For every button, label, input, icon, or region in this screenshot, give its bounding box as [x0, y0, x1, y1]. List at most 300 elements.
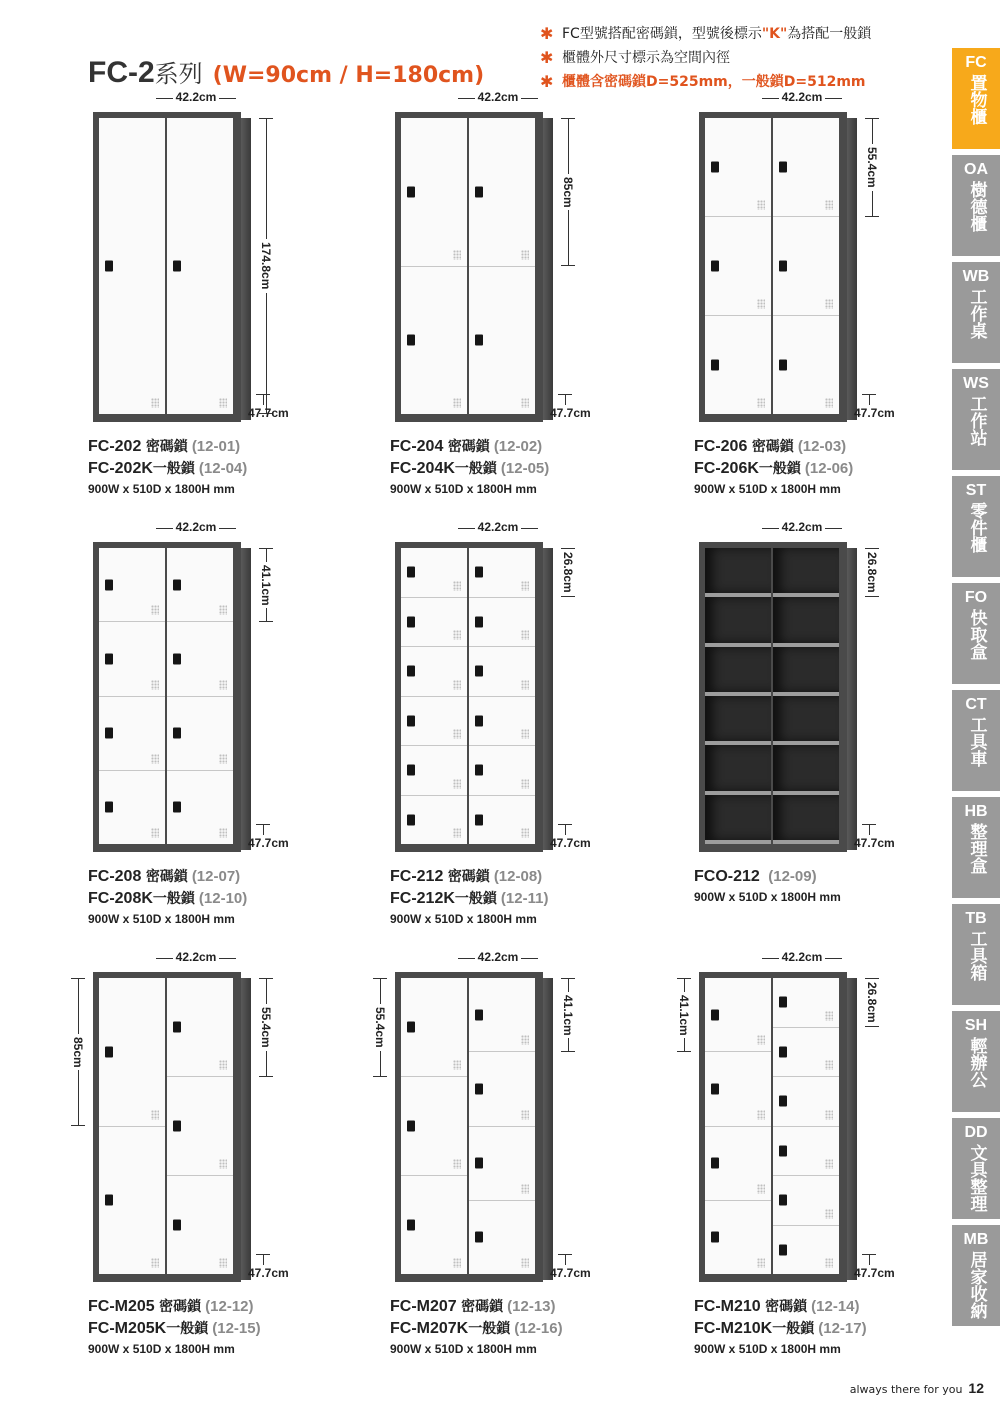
keypad-icon [757, 200, 765, 210]
cabinet-illustration [699, 112, 847, 422]
product-spec: 900W x 510D x 1800H mm [88, 1342, 235, 1356]
door-column-left [99, 118, 165, 414]
model-row-key [694, 1318, 867, 1340]
locker-door [99, 978, 165, 1127]
lock-icon [475, 186, 483, 197]
catalog-code: (12-02) [493, 438, 543, 455]
locker-door [773, 217, 839, 316]
width-dimension: 42.2cm [458, 90, 538, 104]
lock-type: 密碼鎖 [447, 439, 490, 455]
keypad-icon [757, 1035, 765, 1045]
locker-door [705, 118, 771, 217]
keypad-icon [453, 729, 461, 739]
lock-type: 密碼鎖 [447, 869, 490, 885]
sidebar-tab-code: OA [964, 161, 988, 178]
locker-door [99, 622, 165, 696]
keypad-icon [757, 1110, 765, 1120]
lock-icon [711, 162, 719, 173]
depth-dimension: 47.7cm [550, 836, 591, 850]
door-column-right [469, 548, 535, 844]
locker-door [773, 316, 839, 414]
keypad-icon [521, 1110, 529, 1120]
lock-icon [407, 567, 415, 578]
cabinet-illustration [395, 972, 543, 1282]
model-number: FC-202K [88, 460, 153, 477]
locker-door [705, 1052, 771, 1126]
open-compartment [705, 597, 771, 646]
product-spec: 900W x 510D x 1800H mm [88, 912, 235, 926]
locker-door [401, 1077, 467, 1176]
depth-dimension: 47.7cm [248, 836, 289, 850]
open-compartment [773, 597, 839, 646]
lock-icon [105, 579, 113, 590]
sidebar-tab-code: ST [965, 482, 987, 499]
keypad-icon [219, 754, 227, 764]
note-dimensions: ✱ 櫃體外尺寸標示為空間內徑 [540, 46, 871, 70]
series-title [88, 54, 484, 90]
width-dimension: 42.2cm [762, 520, 842, 534]
catalog-code: (12-15) [212, 1320, 261, 1337]
locker-door [401, 978, 467, 1077]
catalog-code: (12-06) [804, 460, 854, 477]
open-compartment [705, 696, 771, 745]
depth-dimension: 47.7cm [550, 1266, 591, 1280]
depth-dimension: 47.7cm [248, 406, 289, 420]
sidebar-tab-name: 置物櫃 [966, 74, 987, 125]
keypad-icon [757, 1184, 765, 1194]
door-column-left [705, 978, 771, 1274]
keypad-icon [521, 1184, 529, 1194]
model-row-combination [694, 866, 841, 888]
keypad-icon [825, 1060, 833, 1070]
locker-door [705, 1127, 771, 1201]
model-row-key [88, 888, 247, 910]
keypad-icon [825, 1011, 833, 1021]
locker-door [401, 746, 467, 796]
model-row-key [88, 458, 247, 480]
model-row-combination [88, 436, 247, 458]
lock-icon [105, 802, 113, 813]
series-code: FC-2 [88, 56, 155, 89]
keypad-icon [453, 630, 461, 640]
model-number: FC-212 [390, 868, 444, 885]
sidebar-tab-code: FC [965, 54, 987, 71]
keypad-icon [219, 1258, 227, 1268]
locker-door [401, 796, 467, 845]
locker-door [773, 1077, 839, 1127]
door-column-right [773, 978, 839, 1274]
locker-door [705, 217, 771, 316]
keypad-icon [521, 1258, 529, 1268]
sidebar-tab-code: WB [962, 268, 990, 285]
cabinet-side-panel [847, 978, 857, 1280]
product-fc-204 [390, 90, 680, 516]
sidebar-tab-code: FO [964, 589, 988, 606]
open-compartment [773, 548, 839, 597]
lock-icon [475, 1083, 483, 1094]
depth-dimension: 47.7cm [854, 836, 895, 850]
lock-type: 密碼鎖 [751, 439, 794, 455]
locker-door [167, 771, 233, 844]
width-dimension: 42.2cm [156, 520, 236, 534]
keypad-icon [453, 1060, 461, 1070]
door-column-right [167, 118, 233, 414]
locker-door [773, 1127, 839, 1177]
locker-door [469, 1201, 535, 1274]
product-label [694, 1296, 867, 1358]
product-fc-202 [88, 90, 378, 516]
depth-dimension: 47.7cm [854, 406, 895, 420]
product-label [694, 436, 853, 498]
catalog-code: (12-05) [500, 460, 550, 477]
catalog-code: (12-07) [191, 868, 241, 885]
lock-icon [173, 579, 181, 590]
locker-door [167, 548, 233, 622]
lock-icon [711, 360, 719, 371]
product-fc-m205 [71, 950, 378, 1376]
lock-icon [407, 765, 415, 776]
catalog-code: (12-17) [818, 1320, 867, 1337]
cabinet-side-panel [241, 118, 251, 420]
keypad-icon [521, 828, 529, 838]
cabinet-illustration [93, 542, 241, 852]
lock-type: 一般鎖 [454, 891, 497, 907]
keypad-icon [151, 605, 159, 615]
product-label [390, 1296, 563, 1358]
locker-door [167, 978, 233, 1077]
catalog-code: (12-08) [493, 868, 543, 885]
lock-icon [105, 1046, 113, 1057]
lock-type: 一般鎖 [454, 461, 497, 477]
door-column-left [401, 978, 467, 1274]
open-compartment [705, 647, 771, 696]
keypad-icon [219, 605, 227, 615]
depth-dimension: 47.7cm [550, 406, 591, 420]
model-number: FC-M207 [390, 1298, 457, 1315]
lock-icon [407, 616, 415, 627]
sidebar-tab-code: TB [965, 910, 987, 927]
lock-type: 一般鎖 [772, 1321, 815, 1337]
product-label [88, 1296, 261, 1358]
cabinet-illustration [395, 542, 543, 852]
sidebar-tab-name: 工具箱 [966, 930, 987, 981]
product-spec: 900W x 510D x 1800H mm [390, 482, 537, 496]
keypad-icon [825, 299, 833, 309]
sidebar-tab-code: CT [965, 696, 987, 713]
lock-icon [475, 814, 483, 825]
cabinet-illustration [699, 972, 847, 1282]
keypad-icon [521, 779, 529, 789]
cabinet-illustration [93, 112, 241, 422]
model-row-key [390, 1318, 563, 1340]
lock-icon [407, 814, 415, 825]
height-dimension: 26.8cm [862, 978, 882, 1027]
door-column-right [773, 548, 839, 844]
locker-door [469, 548, 535, 598]
cabinet-illustration [93, 972, 241, 1282]
locker-door [469, 697, 535, 747]
locker-door [773, 1028, 839, 1078]
lock-icon [475, 765, 483, 776]
lock-icon [711, 1009, 719, 1020]
keypad-icon [521, 630, 529, 640]
lock-icon [779, 261, 787, 272]
locker-door [167, 1176, 233, 1274]
cabinet-illustration [699, 542, 847, 852]
open-compartment [705, 745, 771, 794]
lock-type: 密碼鎖 [765, 1299, 808, 1315]
keypad-icon [825, 1159, 833, 1169]
door-column-right [469, 978, 535, 1274]
locker-door [167, 118, 233, 414]
lock-type: 一般鎖 [152, 891, 195, 907]
lock-icon [475, 1158, 483, 1169]
lock-icon [779, 1096, 787, 1107]
model-row-combination [88, 866, 247, 888]
model-row-combination [694, 436, 853, 458]
product-label [390, 866, 548, 928]
locker-door [167, 697, 233, 771]
locker-door [401, 548, 467, 598]
lock-icon [711, 1232, 719, 1243]
locker-door [469, 598, 535, 648]
cabinet-side-panel [847, 118, 857, 420]
locker-door [469, 978, 535, 1052]
door-column-left [401, 548, 467, 844]
keypad-icon [453, 581, 461, 591]
model-number: FC-M205 [88, 1298, 155, 1315]
lock-icon [173, 728, 181, 739]
product-spec: 900W x 510D x 1800H mm [694, 482, 841, 496]
product-label [88, 436, 247, 498]
model-number: FC-204K [390, 460, 455, 477]
open-compartment [773, 696, 839, 745]
locker-door [401, 697, 467, 747]
lock-icon [779, 162, 787, 173]
sidebar-tab-code: HB [964, 803, 988, 820]
model-number: FCO-212 [694, 868, 760, 885]
door-column-left [705, 118, 771, 414]
cabinet-illustration [395, 112, 543, 422]
sidebar-tab-name: 工作桌 [966, 288, 987, 339]
locker-door [401, 598, 467, 648]
lock-icon [475, 616, 483, 627]
model-row-combination [694, 1296, 867, 1318]
asterisk-icon: ✱ [540, 48, 554, 67]
sidebar-tab-name: 工作站 [966, 395, 987, 446]
sidebar-tab-name: 整理盒 [966, 823, 987, 874]
height-dimension: 41.1cm [558, 978, 578, 1052]
sidebar-tab-name: 工具車 [966, 716, 987, 767]
keypad-icon [219, 828, 227, 838]
keypad-icon [757, 1258, 765, 1268]
left-height-dimension: 41.1cm [674, 978, 694, 1052]
cabinet-side-panel [543, 118, 553, 420]
lock-icon [173, 261, 181, 272]
lock-icon [407, 186, 415, 197]
locker-door [469, 746, 535, 796]
model-number: FC-M207K [390, 1320, 469, 1337]
lock-icon [711, 1158, 719, 1169]
catalog-code: (12-16) [514, 1320, 563, 1337]
page-footer [850, 1380, 984, 1396]
model-number: FC-206K [694, 460, 759, 477]
width-dimension: 42.2cm [762, 950, 842, 964]
series-suffix: 系列 [154, 60, 203, 88]
product-spec: 900W x 510D x 1800H mm [390, 912, 537, 926]
cabinet-side-panel [543, 978, 553, 1280]
keypad-icon [219, 1159, 227, 1169]
sidebar-tab-code: WS [963, 375, 989, 392]
lock-icon [779, 360, 787, 371]
door-column-right [469, 118, 535, 414]
keypad-icon [757, 299, 765, 309]
locker-door [99, 697, 165, 771]
catalog-code: (12-14) [811, 1298, 860, 1315]
width-dimension: 42.2cm [156, 90, 236, 104]
lock-icon [779, 1195, 787, 1206]
lock-icon [173, 653, 181, 664]
keypad-icon [453, 1258, 461, 1268]
footer-tagline: always there for you [849, 1383, 963, 1396]
model-number: FC-M210K [694, 1320, 773, 1337]
locker-door [401, 1176, 467, 1274]
lock-type: 密碼鎖 [159, 1299, 202, 1315]
catalog-code: (12-13) [507, 1298, 556, 1315]
height-dimension: 55.4cm [862, 118, 882, 217]
model-row-key [88, 1318, 261, 1340]
model-row-combination [88, 1296, 261, 1318]
lock-type: 一般鎖 [166, 1321, 209, 1337]
locker-door [99, 1127, 165, 1275]
keypad-icon [521, 1035, 529, 1045]
sidebar-tab-code: MB [963, 1231, 989, 1248]
sidebar-tab-name: 快取盒 [966, 609, 987, 660]
model-number: FC-206 [694, 438, 748, 455]
model-number: FC-208K [88, 890, 153, 907]
width-dimension: 42.2cm [156, 950, 236, 964]
lock-icon [779, 997, 787, 1008]
model-number: FC-208 [88, 868, 142, 885]
lock-icon [105, 1195, 113, 1206]
catalog-code: (12-03) [797, 438, 847, 455]
lock-type: 一般鎖 [468, 1321, 511, 1337]
keypad-icon [453, 398, 461, 408]
sidebar-tab-name: 樹德櫃 [966, 181, 987, 232]
model-row-key [390, 888, 548, 910]
sidebar-tab-name: 零件櫃 [966, 502, 987, 553]
depth-dimension: 47.7cm [854, 1266, 895, 1280]
keypad-icon [151, 828, 159, 838]
locker-door [773, 1176, 839, 1226]
cabinet-side-panel [847, 548, 857, 850]
door-column-right [167, 548, 233, 844]
keypad-icon [825, 200, 833, 210]
locker-door [469, 1052, 535, 1126]
lock-icon [475, 715, 483, 726]
locker-door [401, 118, 467, 267]
lock-type: 一般鎖 [758, 461, 801, 477]
locker-door [99, 118, 165, 414]
lock-icon [475, 567, 483, 578]
lock-icon [779, 1145, 787, 1156]
product-spec: 900W x 510D x 1800H mm [694, 890, 841, 904]
keypad-icon [825, 1258, 833, 1268]
lock-icon [407, 1121, 415, 1132]
model-number: FC-212K [390, 890, 455, 907]
model-number: FC-202 [88, 438, 142, 455]
open-compartment [773, 795, 839, 844]
model-row-key [694, 458, 853, 480]
keypad-icon [825, 1209, 833, 1219]
door-column-right [773, 118, 839, 414]
locker-door [469, 118, 535, 267]
locker-door [401, 267, 467, 415]
note-lock: ✱ FC型號搭配密碼鎖，型號後標示 "K" 為搭配一般鎖 [540, 22, 871, 46]
cabinet-side-panel [543, 548, 553, 850]
door-column-left [99, 978, 165, 1274]
keypad-icon [757, 398, 765, 408]
product-fc-m207 [373, 950, 680, 1376]
sidebar-tab-name: 文具整理 [966, 1144, 987, 1212]
locker-door [773, 1226, 839, 1275]
product-fc-212 [390, 520, 680, 946]
height-dimension: 26.8cm [558, 548, 578, 597]
lock-type: 密碼鎖 [145, 869, 188, 885]
locker-door [99, 771, 165, 844]
keypad-icon [453, 1159, 461, 1169]
locker-door [705, 316, 771, 414]
locker-door [773, 118, 839, 217]
width-dimension: 42.2cm [458, 520, 538, 534]
keypad-icon [219, 398, 227, 408]
keypad-icon [521, 250, 529, 260]
sidebar-tab-code: DD [964, 1124, 988, 1141]
lock-icon [173, 1121, 181, 1132]
door-column-left [99, 548, 165, 844]
locker-door [401, 647, 467, 697]
keypad-icon [521, 729, 529, 739]
lock-icon [105, 728, 113, 739]
keypad-icon [219, 680, 227, 690]
lock-icon [173, 802, 181, 813]
keypad-icon [521, 680, 529, 690]
model-number: FC-204 [390, 438, 444, 455]
keypad-icon [453, 250, 461, 260]
catalog-code: (12-09) [768, 868, 817, 885]
model-row-combination [390, 436, 549, 458]
keypad-icon [151, 1258, 159, 1268]
keypad-icon [453, 680, 461, 690]
lock-icon [475, 335, 483, 346]
door-column-left [401, 118, 467, 414]
series-dims: (W=90cm / H=180cm) [212, 63, 485, 88]
model-number: FC-M210 [694, 1298, 761, 1315]
catalog-code: (12-04) [198, 460, 248, 477]
height-dimension: 85cm [558, 118, 578, 266]
lock-icon [173, 1022, 181, 1033]
left-height-dimension: 55.4cm [370, 978, 390, 1077]
left-height-dimension: 85cm [68, 978, 88, 1126]
product-spec: 900W x 510D x 1800H mm [390, 1342, 537, 1356]
lock-icon [105, 653, 113, 664]
lock-icon [711, 1083, 719, 1094]
keypad-icon [151, 1110, 159, 1120]
cabinet-side-panel [241, 548, 251, 850]
locker-door [167, 1077, 233, 1176]
sidebar-tab-name: 居家收納 [966, 1251, 987, 1319]
cabinet-side-panel [241, 978, 251, 1280]
